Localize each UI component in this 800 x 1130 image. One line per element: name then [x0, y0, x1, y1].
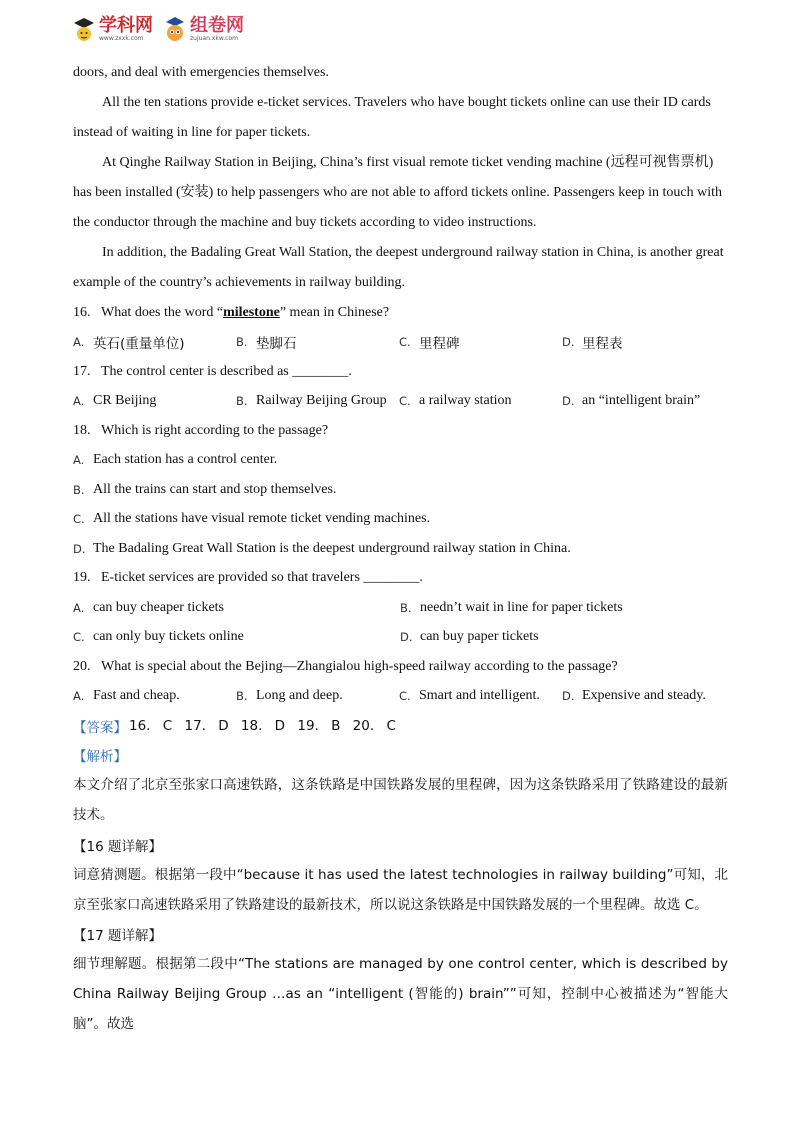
option[interactable]: B. Long and deep. [236, 688, 343, 704]
graduate-cap-icon [72, 15, 96, 43]
question-number: 20. [73, 658, 91, 674]
site-logos [72, 10, 244, 48]
zujuan-logo-url: zujuan.xkw.com [190, 34, 238, 42]
detail-17-text: 细节理解题。根据第二段中“The stations are managed by one control center, which is described by China Railway Beijing Group …as an “intelligent (智能的) brain””可知，控制中心被描述为“智能大脑”。故选 [73, 956, 728, 1032]
option[interactable]: C. Smart and intelligent. [399, 688, 540, 704]
passage-paragraph: In addition, the Badaling Great Wall Station, the deepest underground railway station in China, is another great example of the country’s achievements in railway building. [73, 245, 724, 290]
options-16 [73, 328, 728, 358]
owl-mascot-icon [163, 15, 187, 43]
option[interactable]: D. The Badaling Great Wall Station is the deepest underground railway station in China. [73, 540, 571, 556]
answer-values: 16. C 17. D 18. D 19. B 20. C [129, 717, 396, 734]
option[interactable]: C. 里程碑 [399, 335, 460, 353]
xkw-logo [72, 15, 153, 43]
analysis-text: 本文介绍了北京至张家口高速铁路，这条铁路是中国铁路发展的里程碑，因为这条铁路采用了铁路建设的最新技术。 [73, 777, 728, 823]
analysis-heading [73, 741, 728, 771]
option[interactable]: A. can buy cheaper tickets [73, 599, 224, 615]
question-stem: Which is right according to the passage? [101, 422, 329, 438]
zujuan-logo [163, 15, 244, 43]
xkw-logo-url: www.zxxk.com [99, 34, 144, 42]
option[interactable]: B. Railway Beijing Group [236, 393, 387, 409]
options-19-row2 [73, 623, 728, 653]
detail-17-label: 【17 题详解】 [73, 928, 162, 945]
option[interactable]: B. 垫脚石 [236, 335, 297, 353]
question-18 [73, 416, 728, 446]
option[interactable]: C. All the stations have visual remote ticket vending machines. [73, 511, 431, 527]
keyword: milestone [223, 304, 280, 320]
analysis-label: 【解析】 [73, 749, 127, 766]
option[interactable]: D. 里程表 [562, 335, 623, 353]
options-19-row1 [73, 593, 728, 623]
option[interactable]: D. can buy paper tickets [400, 629, 539, 645]
option[interactable]: A. Each station has a control center. [73, 452, 278, 468]
document-body [73, 58, 728, 1039]
answer-label: 【答案】 [73, 719, 127, 736]
option[interactable]: D. Expensive and steady. [562, 688, 706, 704]
question-17 [73, 357, 728, 387]
option[interactable]: B. All the trains can start and stop themselves. [73, 481, 337, 497]
passage-paragraph: At Qinghe Railway Station in Beijing, China’s first visual remote ticket vending machine (远程可视售票机) has been installed (安装) to help passengers who are not able to afford tickets online. Passengers keep in touch with the conductor through the machine and buy tickets according to video instructions. [73, 155, 723, 230]
question-stem: The control center is described as ________. [101, 363, 352, 379]
question-20 [73, 652, 728, 682]
question-number: 18. [73, 422, 91, 438]
question-number: 19. [73, 570, 91, 586]
answer-line [73, 711, 728, 741]
zujuan-logo-title: 组卷网 [190, 14, 244, 36]
question-stem: What does the word “milestone” mean in Chinese? [101, 304, 390, 320]
passage-line: doors, and deal with emergencies themselves. [73, 65, 329, 80]
option[interactable]: A. Fast and cheap. [73, 688, 180, 704]
question-stem: E-ticket services are provided so that travelers ________. [101, 570, 423, 586]
option[interactable]: C. a railway station [399, 393, 512, 409]
option[interactable]: C. can only buy tickets online [73, 629, 244, 645]
option[interactable]: B. needn’t wait in line for paper tickets [400, 599, 623, 615]
options-20 [73, 682, 728, 712]
options-17 [73, 387, 728, 417]
question-stem: What is special about the Bejing—Zhangialou high-speed railway according to the passage? [101, 658, 618, 674]
option[interactable]: A. 英石(重量单位) [73, 335, 185, 353]
detail-16-label: 【16 题详解】 [73, 838, 162, 855]
option[interactable]: D. an “intelligent brain” [562, 393, 701, 409]
detail-17-heading [73, 920, 728, 950]
question-number: 16. [73, 304, 91, 320]
option[interactable]: A. CR Beijing [73, 393, 157, 409]
detail-16-text: 词意猜测题。根据第一段中“because it has used the latest technologies in railway building”可知，北京至张家口高速铁路采用了铁路建设的最新技术，所以说这条铁路是中国铁路发展的一个里程碑。故选 C。 [73, 866, 728, 913]
detail-16-heading [73, 830, 728, 860]
passage-paragraph: All the ten stations provide e-ticket services. Travelers who have bought tickets online can use their ID cards instead of waiting in line for paper tickets. [73, 95, 711, 140]
question-19 [73, 564, 728, 594]
xkw-logo-title: 学科网 [99, 14, 153, 36]
question-number: 17. [73, 363, 91, 379]
question-16 [73, 298, 728, 328]
